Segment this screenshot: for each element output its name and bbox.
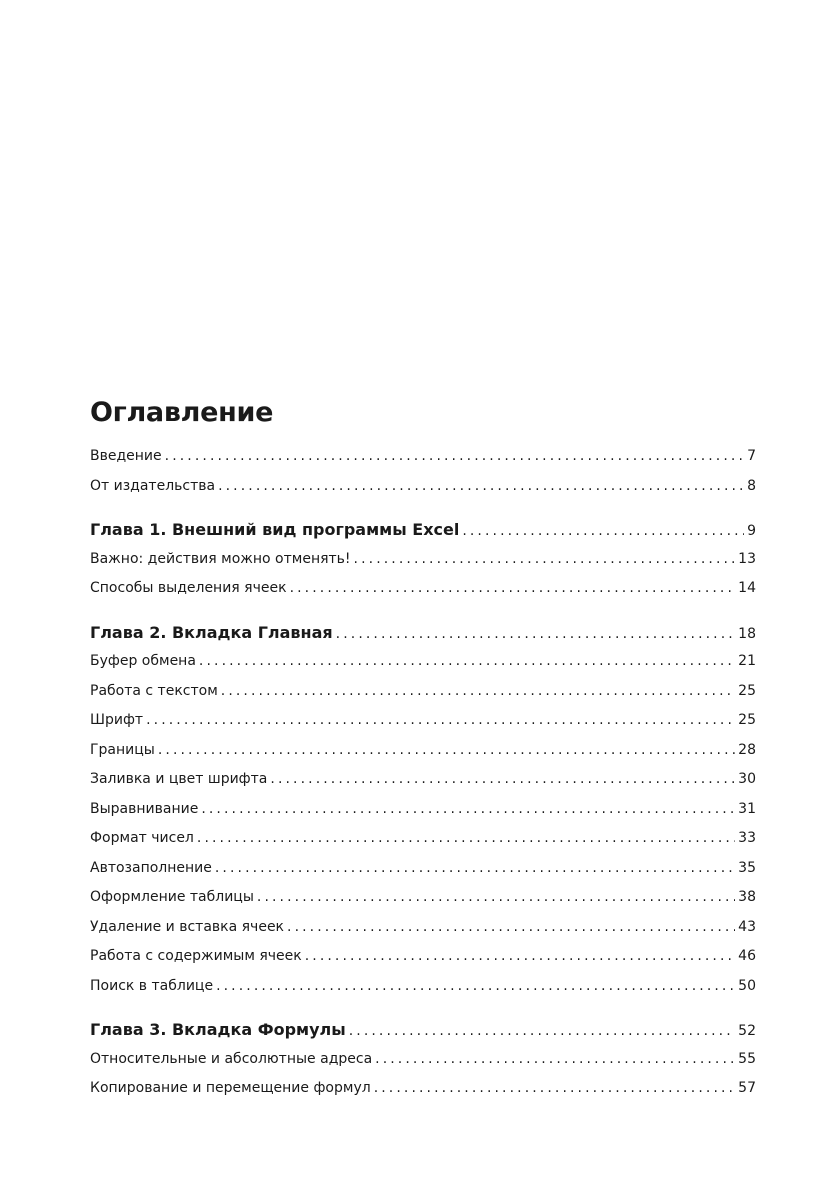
- dot-leader: [375, 1045, 735, 1075]
- page-number: 55: [738, 1050, 756, 1067]
- page-number: 50: [738, 977, 756, 994]
- section-title: Буфер обмена: [90, 653, 196, 669]
- section-title: Работа с содержимым ячеек: [90, 948, 302, 964]
- page-number: 21: [738, 653, 756, 669]
- toc-list: [90, 442, 756, 1104]
- page-title: Оглавление: [90, 397, 274, 428]
- dot-leader: [462, 517, 744, 547]
- toc-entry[interactable]: [90, 883, 756, 913]
- page-number: 35: [738, 859, 756, 876]
- toc-entry[interactable]: [90, 677, 756, 707]
- dot-leader: [146, 706, 735, 736]
- section-title: Границы: [90, 741, 155, 758]
- dot-leader: [287, 913, 735, 943]
- toc-entry[interactable]: [90, 972, 756, 1002]
- page-number: 18: [738, 625, 756, 642]
- section-title: От издательства: [90, 477, 216, 494]
- dot-leader: [165, 442, 744, 472]
- page-number: 9: [747, 523, 756, 539]
- toc-chapter-entry[interactable]: [90, 1015, 756, 1045]
- page-number: 13: [738, 550, 756, 567]
- section-title: Работа с текстом: [90, 682, 218, 699]
- toc-entry[interactable]: [90, 765, 756, 795]
- dot-leader: [374, 1074, 735, 1104]
- toc-entry[interactable]: [90, 545, 756, 575]
- dot-leader: [354, 545, 736, 575]
- section-title: Поиск в таблице: [90, 977, 214, 994]
- page-number: 57: [738, 1080, 756, 1096]
- section-title: Относительные и абсолютные адреса: [90, 1050, 373, 1067]
- dot-leader: [270, 765, 735, 795]
- page-number: 38: [738, 889, 756, 905]
- page-number: 14: [738, 580, 756, 596]
- toc-chapter-entry[interactable]: [90, 618, 756, 648]
- page-number: 28: [738, 741, 756, 758]
- section-gap: [90, 1001, 756, 1015]
- page-number: 52: [738, 1023, 756, 1039]
- dot-leader: [218, 472, 744, 502]
- dot-leader: [201, 795, 735, 825]
- section-title: Оформление таблицы: [90, 889, 254, 905]
- dot-leader: [257, 883, 735, 913]
- dot-leader: [290, 574, 736, 604]
- page-number: 46: [738, 948, 756, 964]
- toc-entry[interactable]: [90, 736, 756, 766]
- toc-entry[interactable]: [90, 472, 756, 502]
- page-number: 33: [738, 830, 756, 846]
- page-number: 7: [747, 448, 756, 464]
- dot-leader: [158, 736, 735, 766]
- section-title: Формат чисел: [90, 830, 194, 846]
- toc-entry[interactable]: [90, 942, 756, 972]
- section-title: Копирование и перемещение формул: [90, 1080, 371, 1096]
- toc-entry[interactable]: [90, 706, 756, 736]
- section-title: Заливка и цвет шрифта: [90, 771, 268, 787]
- chapter-title: Глава 3. Вкладка Формулы: [90, 1020, 346, 1039]
- toc-entry[interactable]: [90, 1045, 756, 1075]
- dot-leader: [305, 942, 735, 972]
- page-number: 31: [738, 800, 756, 817]
- dot-leader: [221, 677, 735, 707]
- dot-leader: [349, 1017, 735, 1047]
- dot-leader: [336, 620, 736, 650]
- page-number: 8: [747, 477, 756, 494]
- toc-chapter-entry[interactable]: [90, 515, 756, 545]
- table-of-contents: [90, 393, 756, 1104]
- page-number: 43: [738, 918, 756, 935]
- page-number: 25: [738, 712, 756, 728]
- section-title: Выравнивание: [90, 800, 199, 817]
- page-number: 30: [738, 771, 756, 787]
- toc-entry[interactable]: [90, 1074, 756, 1104]
- section-title: Автозаполнение: [90, 859, 212, 876]
- dot-leader: [197, 824, 735, 854]
- page-number: 25: [738, 682, 756, 699]
- toc-entry[interactable]: [90, 795, 756, 825]
- toc-entry[interactable]: [90, 854, 756, 884]
- chapter-title: Глава 2. Вкладка Главная: [90, 622, 333, 642]
- toc-entry[interactable]: [90, 824, 756, 854]
- dot-leader: [199, 647, 735, 677]
- toc-entry[interactable]: [90, 647, 756, 677]
- section-gap: [90, 501, 756, 515]
- section-title: Важно: действия можно отменять!: [90, 550, 351, 567]
- toc-entry[interactable]: [90, 574, 756, 604]
- toc-entry[interactable]: [90, 913, 756, 943]
- chapter-title: Глава 1. Внешний вид программы Excel: [90, 520, 460, 539]
- section-title: Шрифт: [90, 712, 144, 728]
- dot-leader: [215, 854, 735, 884]
- toc-entry[interactable]: [90, 442, 756, 472]
- dot-leader: [216, 972, 735, 1002]
- section-gap: [90, 604, 756, 618]
- section-title: Введение: [90, 448, 162, 464]
- section-title: Удаление и вставка ячеек: [90, 918, 285, 935]
- section-title: Способы выделения ячеек: [90, 580, 287, 596]
